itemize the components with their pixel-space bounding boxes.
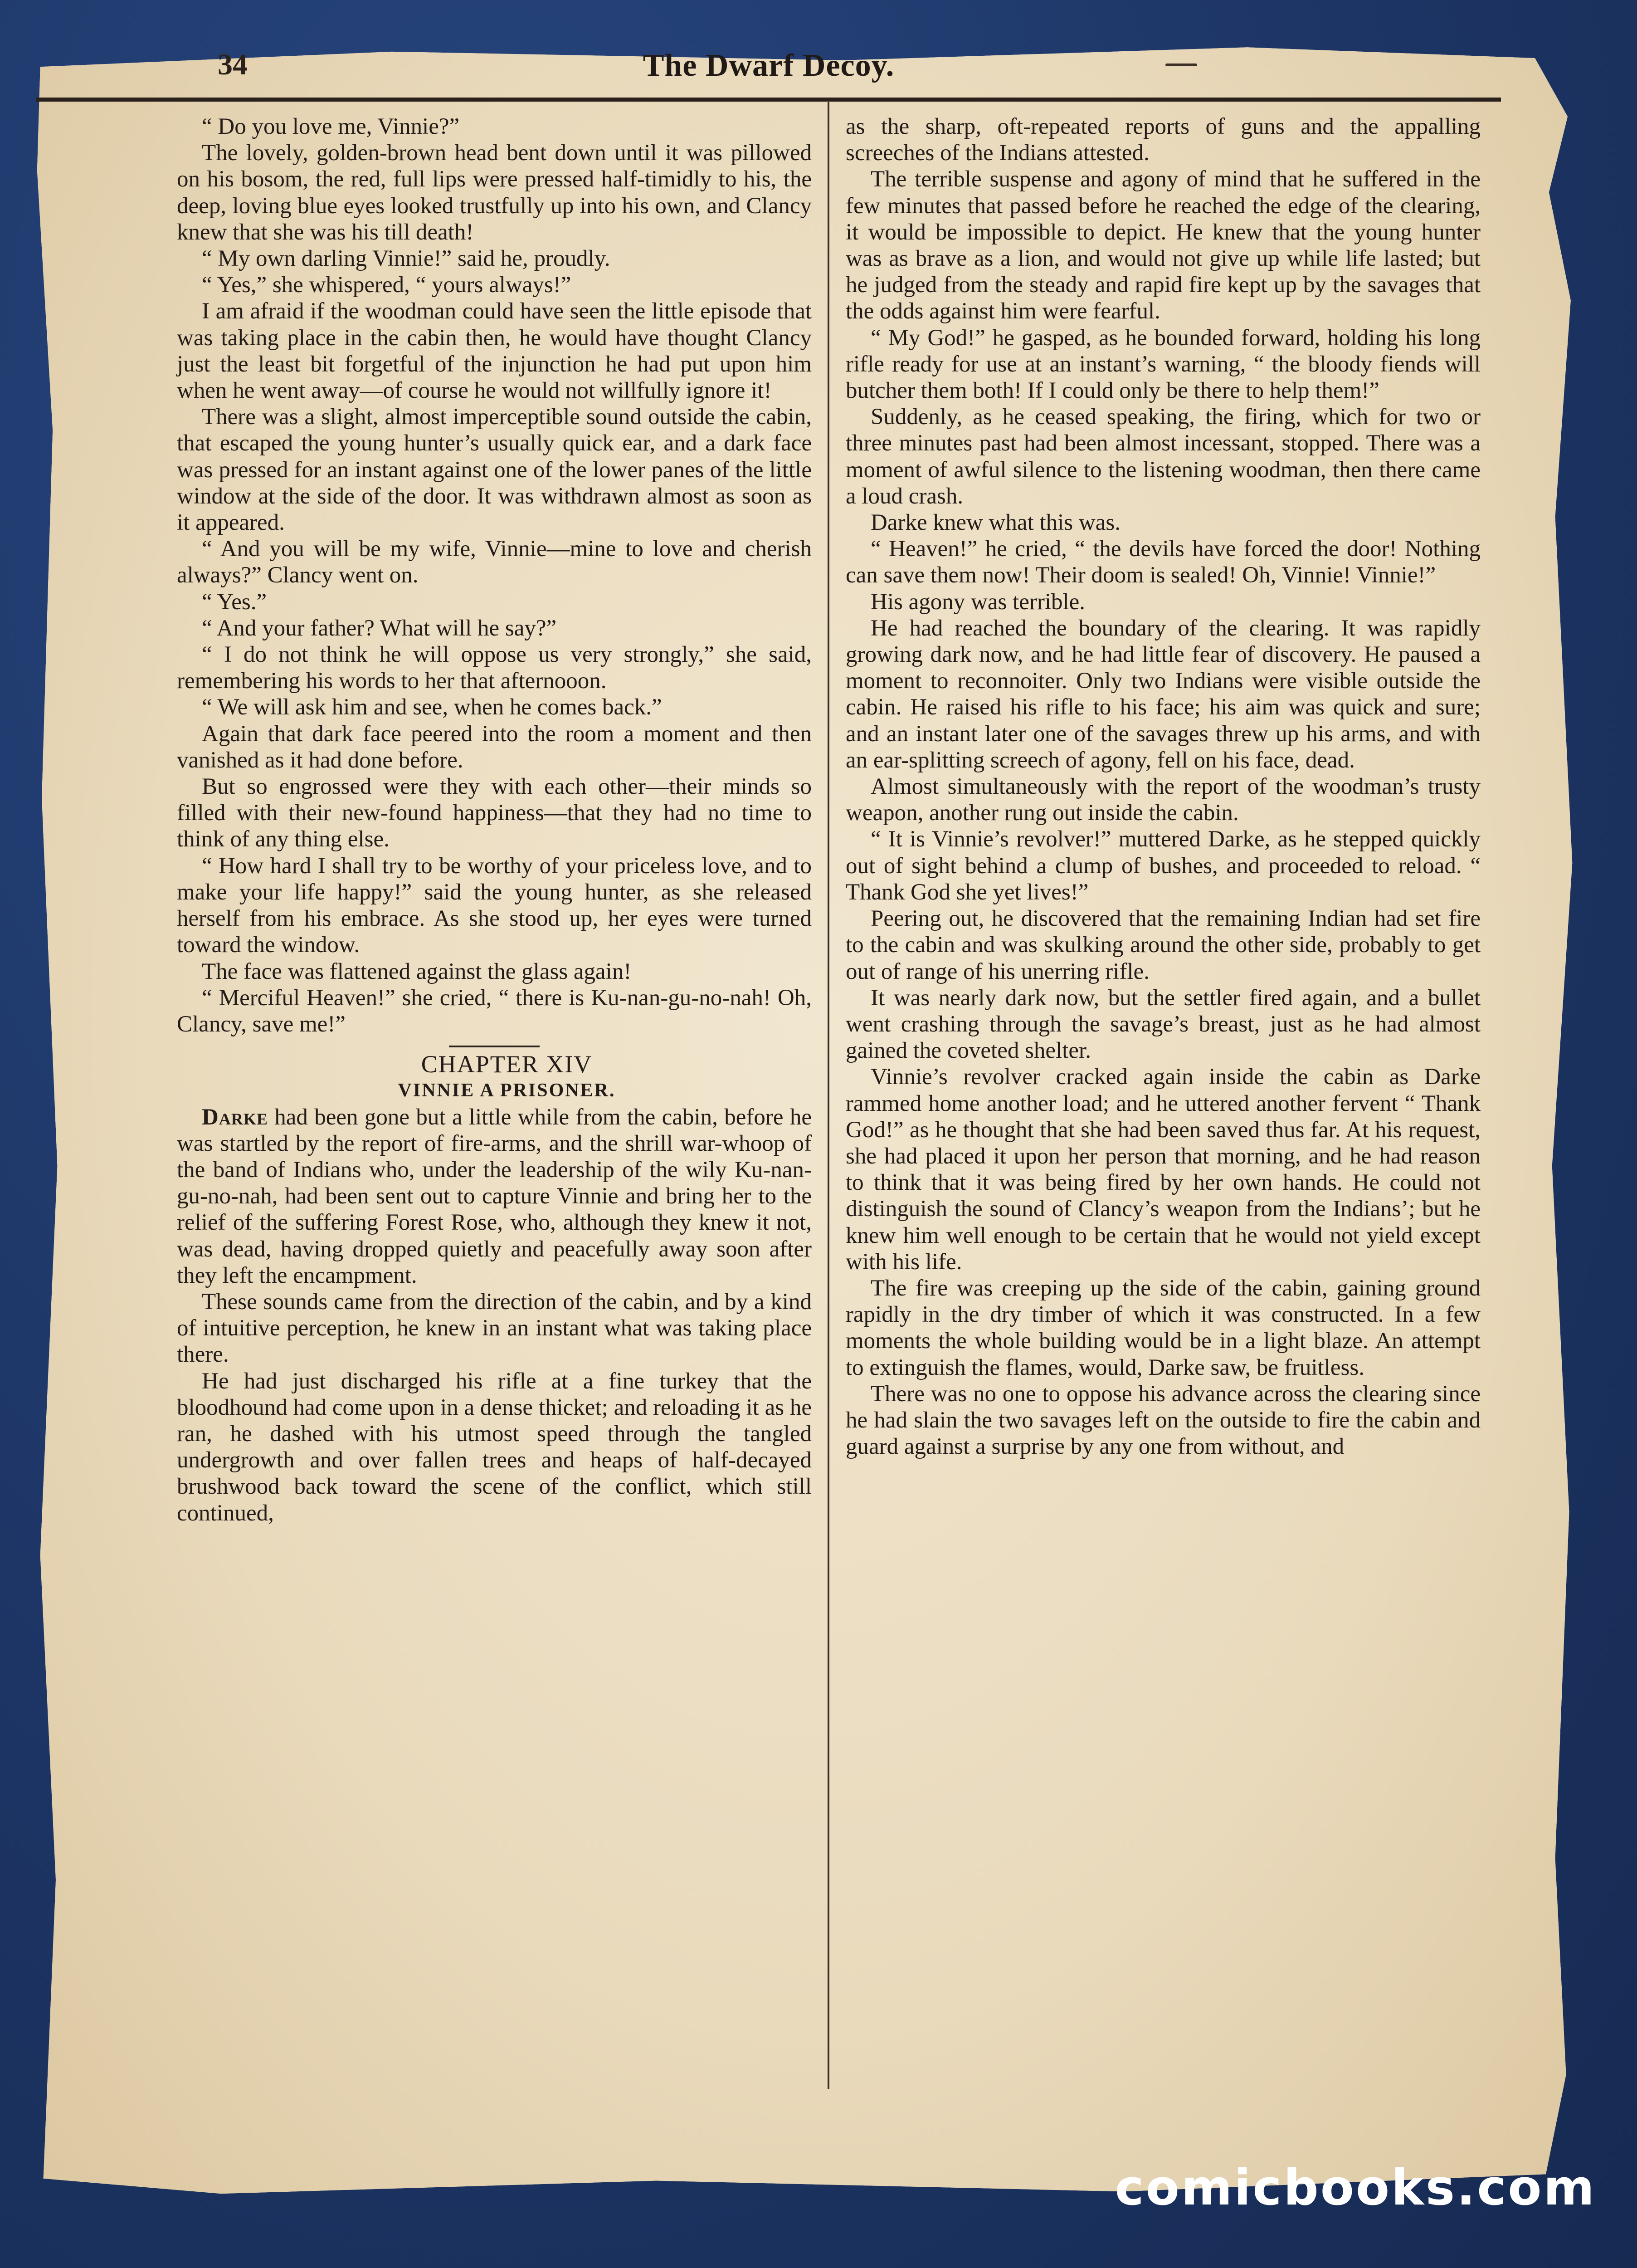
body-paragraph: “ Yes,” she whispered, “ yours always!”	[202, 272, 571, 298]
body-paragraph: “ My God!” he gasped, as he bounded forward, holding his long rifle ready for use at an instant’s warning, “ the bloody fiends will butcher them both! If I could only be there to help them!”	[846, 325, 1481, 404]
chapter-opening-word: Darke	[202, 1104, 268, 1130]
chapter-divider	[449, 1046, 540, 1047]
body-paragraph: It was nearly dark now, but the settler fired again, and a bullet went crashing through the savage’s breast, just as he had almost gained the coveted shelter.	[846, 985, 1481, 1064]
body-paragraph: “ Merciful Heaven!” she cried, “ there is Ku-nan-gu-no-nah! Oh, Clancy, save me!”	[177, 985, 812, 1037]
page-number: 34	[218, 48, 248, 81]
right-paragraphs	[846, 166, 1481, 1460]
body-paragraph: “ Do you love me, Vinnie?”	[202, 114, 460, 139]
body-paragraph: The fire was creeping up the side of the cabin, gaining ground rapidly in the dry timber of which it was constructed. In a few moments the whole building would be in a light blaze. An attempt to extinguish the flames, would, Darke saw, be fruitless.	[846, 1275, 1481, 1380]
left-column	[177, 113, 812, 1526]
body-paragraph: There was a slight, almost imperceptible sound outside the cabin, that escaped the young hunter’s usually quick ear, and a dark face was pressed for an instant against one of the lower panes of the little window at the side of the door. It was withdrawn almost as soon as it appeared.	[177, 404, 812, 536]
body-paragraph: His agony was terrible.	[871, 589, 1086, 615]
body-paragraph: “ Heaven!” he cried, “ the devils have forced the door! Nothing can save them now! Their doom is sealed! Oh, Vinnie! Vinnie!”	[846, 536, 1481, 588]
chapter-heading: CHAPTER XIV	[421, 1051, 593, 1078]
body-paragraph: I am afraid if the woodman could have seen the little episode that was taking place in the cabin then, he would have thought Clancy just the least bit forgetful of the injunction he had put upon him when he went away—of course he would not willfully ignore it!	[177, 298, 812, 404]
chapter-subtitle: VINNIE A PRISONER.	[398, 1080, 616, 1101]
body-paragraph: Darke knew what this was.	[871, 510, 1121, 536]
body-paragraph: These sounds came from the direction of the cabin, and by a kind of intuitive perception, he knew in an instant what was taking place there.	[177, 1289, 812, 1368]
body-paragraph: There was no one to oppose his advance across the clearing since he had slain the two savages left on the outside to fire the cabin and guard against a surprise by any one from without, and	[846, 1381, 1481, 1460]
body-paragraph: Vinnie’s revolver cracked again inside the cabin as Darke rammed home another load; and he uttered another fervent “ Thank God!” as he thought that she had been saved thus far. At his request, she had placed it upon her person that morning, and he had reason to think that it was being fired by her own hands. He could not distinguish the sound of Clancy’s weapon from the Indians’; but he knew him well enough to be certain that he would not yield except with his life.	[846, 1064, 1481, 1275]
body-paragraph: “ I do not think he will oppose us very strongly,” she said, remembering his words to her that afternooon.	[177, 642, 812, 694]
body-paragraph: “ It is Vinnie’s revolver!” muttered Darke, as he stepped quickly out of sight behind a clump of bushes, and proceeded to reload. “ Thank God she yet lives!”	[846, 826, 1481, 905]
body-paragraph: “ My own darling Vinnie!” said he, proudly.	[202, 246, 610, 272]
column-rule	[828, 102, 829, 2089]
running-header	[36, 43, 1501, 102]
body-paragraph: Almost simultaneously with the report of the woodman’s trusty weapon, another rung out inside the cabin.	[846, 774, 1481, 826]
chapter-opening-text: had been gone but a little while from the cabin, before he was startled by the report of fire-arms, and the shrill war-whoop of the band of Indians who, under the leadership of the wily Ku-nan-gu-no-nah, had been sent out to capture Vinnie and bring her to the relief of the suffering Forest Rose, who, although they knew it not, was dead, having dropped quietly and peacefully away soon after they left the encampment.	[177, 1104, 812, 1288]
body-paragraph: The terrible suspense and agony of mind that he suffered in the few minutes that passed before he reached the edge of the clearing, it would be impossible to depict. He knew that the young hunter was as brave as a lion, and would not give up while life lasted; but he judged from the steady and rapid fire kept up by the savages that the odds against him were fearful.	[846, 166, 1481, 324]
body-paragraph: “ Yes.”	[202, 589, 267, 615]
body-paragraph: “ How hard I shall try to be worthy of your priceless love, and to make your life happy!” said the young hunter, as she released herself from his embrace. As she stood up, her eyes were turned toward the window.	[177, 853, 812, 958]
body-paragraph: But so engrossed were they with each other—their minds so filled with their new-found happiness—that they had no time to think of any thing else.	[177, 774, 812, 852]
running-title: The Dwarf Decoy.	[643, 48, 895, 83]
body-paragraph: Suddenly, as he ceased speaking, the firing, which for two or three minutes past had been almost incessant, stopped. There was a moment of awful silence to the listening woodman, then there came a loud crash.	[846, 404, 1481, 509]
body-paragraph: He had reached the boundary of the clearing. It was rapidly growing dark now, and he had little fear of discovery. He paused a moment to reconnoiter. Only two Indians were visible outside the cabin. He raised his rifle to his face; his aim was quick and sure; and an instant later one of the savages threw up his arms, and with an ear-splitting screech of agony, fell on his face, dead.	[846, 615, 1481, 773]
site-watermark: comicbooks.com	[1115, 2160, 1596, 2216]
body-paragraph: “ And your father? What will he say?”	[202, 615, 557, 641]
body-paragraph: He had just discharged his rifle at a fine turkey that the bloodhound had come upon in a dense thicket; and reloading it as he ran, he dashed with his utmost speed through the tangled undergrowth and over fallen trees and heaps of half-decayed brushwood back toward the scene of the conflict, which still continued,	[177, 1368, 812, 1526]
body-paragraph: “ And you will be my wife, Vinnie—mine to love and cherish always?” Clancy went on.	[177, 536, 812, 588]
continued-paragraph: as the sharp, oft-repeated reports of guns and the appalling screeches of the Indians attested.	[846, 114, 1481, 166]
body-paragraph: “ We will ask him and see, when he comes back.”	[202, 694, 662, 720]
body-paragraph: The face was flattened against the glass again!	[202, 958, 632, 984]
left-paragraphs	[177, 113, 812, 1037]
ink-mark	[1165, 64, 1197, 66]
body-paragraph: Peering out, he discovered that the remaining Indian had set fire to the cabin and was skulking around the other side, probably to get out of range of his unerring rifle.	[846, 906, 1481, 984]
right-column	[846, 113, 1481, 1460]
body-paragraph: Again that dark face peered into the room a moment and then vanished as it had done before.	[177, 721, 812, 773]
left-paragraphs-after	[177, 1289, 812, 1526]
chapter-opening-paragraph	[177, 1104, 812, 1289]
body-paragraph: The lovely, golden-brown head bent down until it was pillowed on his bosom, the red, full lips were pressed half-timidly to his, the deep, loving blue eyes looked trustfully up into his own, and Clancy knew that she was his till death!	[177, 140, 812, 245]
